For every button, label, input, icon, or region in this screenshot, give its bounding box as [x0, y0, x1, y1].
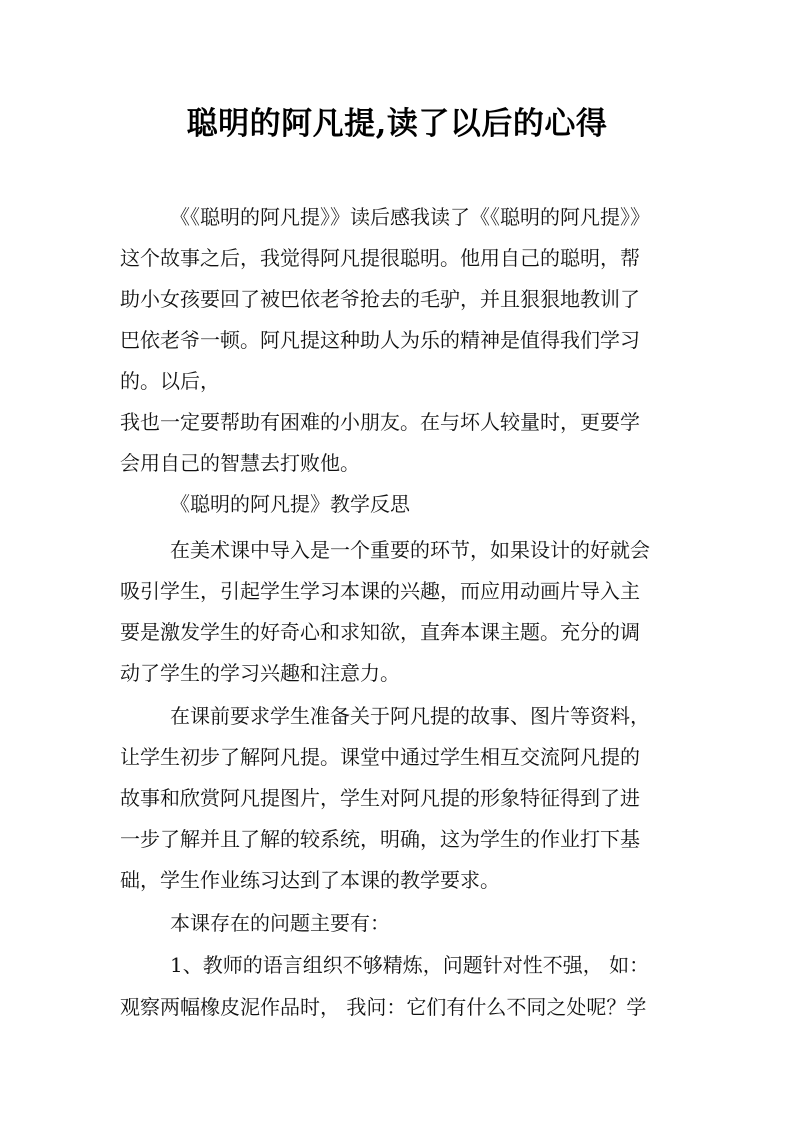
text-line-16: 一步了解并且了解的较系统，明确，这为学生的作业打下基	[120, 827, 640, 851]
text-line-6: 我也一定要帮助有困难的小朋友。在与坏人较量时，更要学	[120, 410, 640, 434]
text-line-10: 吸引学生，引起学生学习本课的兴趣，而应用动画片导入主	[120, 579, 640, 603]
section-heading: 《聪明的阿凡提》教学反思	[170, 492, 410, 516]
text-line-4: 巴依老爷一顿。阿凡提这种助人为乐的精神是值得我们学习	[120, 328, 640, 352]
text-line-20: 观察两幅橡皮泥作品时， 我问：它们有什么不同之处呢？学	[120, 995, 647, 1019]
text-line-1: 《《聪明的阿凡提》》读后感我读了《《聪明的阿凡提》》	[170, 205, 650, 229]
text-line-19: 1、教师的语言组织不够精炼，问题针对性不强， 如：	[170, 953, 650, 977]
text-line-11: 要是激发学生的好奇心和求知欲，直奔本课主题。充分的调	[120, 620, 640, 644]
text-line-17: 础，学生作业练习达到了本课的教学要求。	[120, 868, 500, 892]
text-line-3: 助小女孩要回了被巴依老爷抢去的毛驴，并且狠狠地教训了	[120, 287, 640, 311]
text-line-18: 本课存在的问题主要有：	[170, 911, 390, 935]
text-line-15: 故事和欣赏阿凡提图片，学生对阿凡提的形象特征得到了进	[120, 786, 640, 810]
text-line-9: 在美术课中导入是一个重要的环节，如果设计的好就会	[170, 538, 650, 562]
text-line-2: 这个故事之后，我觉得阿凡提很聪明。他用自己的聪明，帮	[120, 246, 640, 270]
text-line-7: 会用自己的智慧去打败他。	[120, 451, 360, 475]
text-line-14: 让学生初步了解阿凡提。课堂中通过学生相互交流阿凡提的	[120, 745, 640, 769]
text-line-5: 的。以后，	[120, 369, 220, 393]
text-line-13: 在课前要求学生准备关于阿凡提的故事、图片等资料，	[170, 704, 650, 728]
document-title: 聪明的阿凡提,读了以后的心得	[186, 106, 608, 142]
text-line-12: 动了学生的学习兴趣和注意力。	[120, 661, 400, 685]
